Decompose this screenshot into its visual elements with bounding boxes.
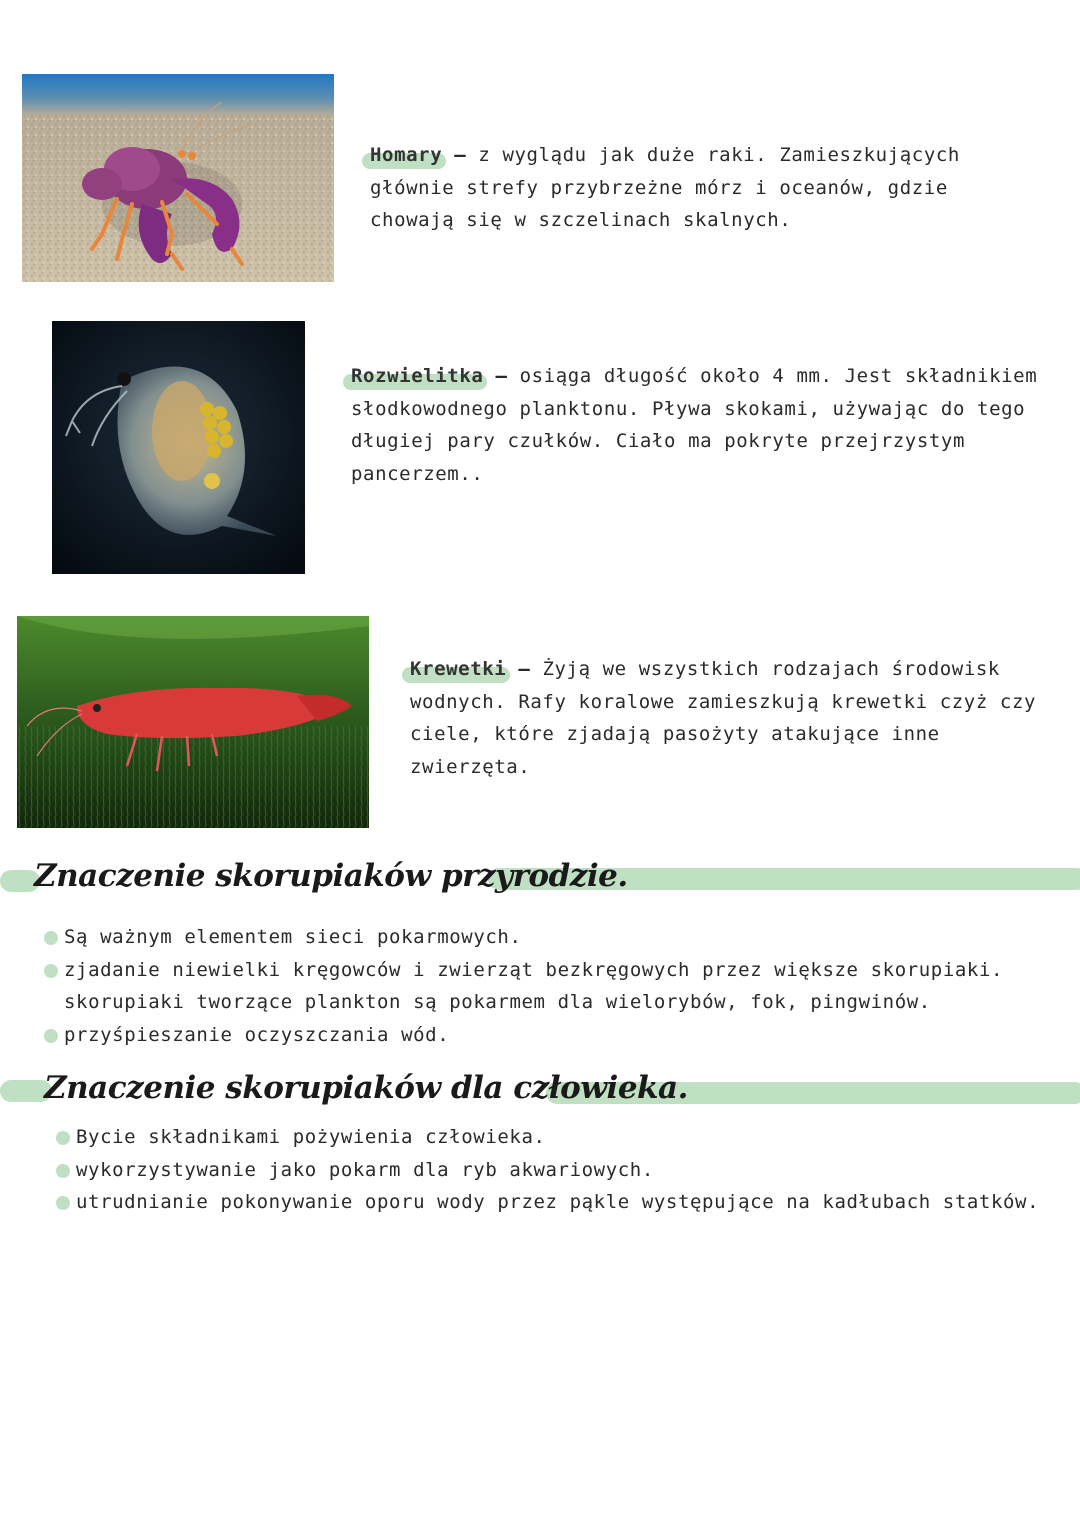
entry-dash: — (454, 144, 467, 166)
entry-term: Homary (370, 144, 443, 166)
list-item-text: zjadanie niewielki kręgowców i zwierząt bezkręgowych przez większe skorupiaki. (64, 958, 1004, 981)
entry-line: głównie strefy przybrzeżne mórz i oceanów, gdzie (370, 176, 948, 199)
section-2-list (56, 1121, 1066, 1219)
list-item (44, 1019, 1054, 1052)
entry-term: Krewetki (410, 658, 507, 680)
list-item-text: przyśpieszanie oczyszczania wód. (64, 1023, 450, 1046)
list-item (56, 1186, 1066, 1219)
entry-dash: — (495, 365, 508, 387)
list-item (44, 986, 1054, 1019)
list-item-text: Są ważnym elementem sieci pokarmowych. (64, 926, 522, 948)
list-item-text: utrudnianie pokonywanie oporu wody przez pąkle występujące na kadłubach statków. (76, 1191, 1040, 1213)
list-item (44, 954, 1054, 987)
list-item (44, 921, 1054, 954)
lobster-photo (22, 74, 334, 282)
entry-line: słodkowodnego planktonu. Pływa skokami, używając do tego (351, 397, 1026, 420)
entry-line: długiej pary czułków. Ciało ma pokryte przejrzystym (351, 430, 965, 452)
entry-line: chowają się w szczelinach skalnych. (370, 209, 792, 231)
list-item-text: Bycie składnikami pożywienia człowieka. (76, 1126, 546, 1148)
entry-line: zwierzęta. (410, 755, 531, 778)
list-item (56, 1154, 1066, 1187)
bullet-dot (56, 1131, 70, 1145)
entry-line: Żyją we wszystkich rodzajach środowisk (542, 658, 1000, 680)
entry-homary (370, 139, 1010, 237)
entry-line: osiąga długość około 4 mm. Jest składnikiem (519, 365, 1038, 387)
bullet-dot (44, 1029, 58, 1043)
list-item-text: skorupiaki tworzące plankton są pokarmem dla wielorybów, fok, pingwinów. (64, 991, 931, 1013)
entry-dash: — (518, 658, 531, 680)
section-1-list (44, 921, 1054, 1051)
shrimp-photo (17, 616, 369, 828)
entry-line: z wyglądu jak duże raki. Zamieszkujących (478, 144, 960, 166)
entry-line: pancerzem.. (351, 462, 484, 485)
bullet-dot (56, 1164, 70, 1178)
bullet-dot (44, 964, 58, 978)
entry-line: ciele, które zjadają pasożyty atakujące inne (410, 723, 940, 745)
daphnia-photo (52, 321, 305, 574)
entry-term: Rozwielitka (351, 365, 484, 387)
list-item (56, 1121, 1066, 1154)
bullet-dot (44, 931, 58, 945)
bullet-dot (56, 1196, 70, 1210)
entry-line: wodnych. Rafy koralowe zamieszkują krewetki czyż czy (410, 690, 1037, 713)
entry-krewetki (410, 653, 1060, 783)
section-2-title: Znaczenie skorupiaków dla człowieka. (44, 1070, 688, 1106)
section-1-title: Znaczenie skorupiaków przyrodzie. (34, 858, 628, 894)
entry-rozwielitka (351, 360, 1051, 490)
list-item-text: wykorzystywanie jako pokarm dla ryb akwariowych. (76, 1158, 654, 1181)
